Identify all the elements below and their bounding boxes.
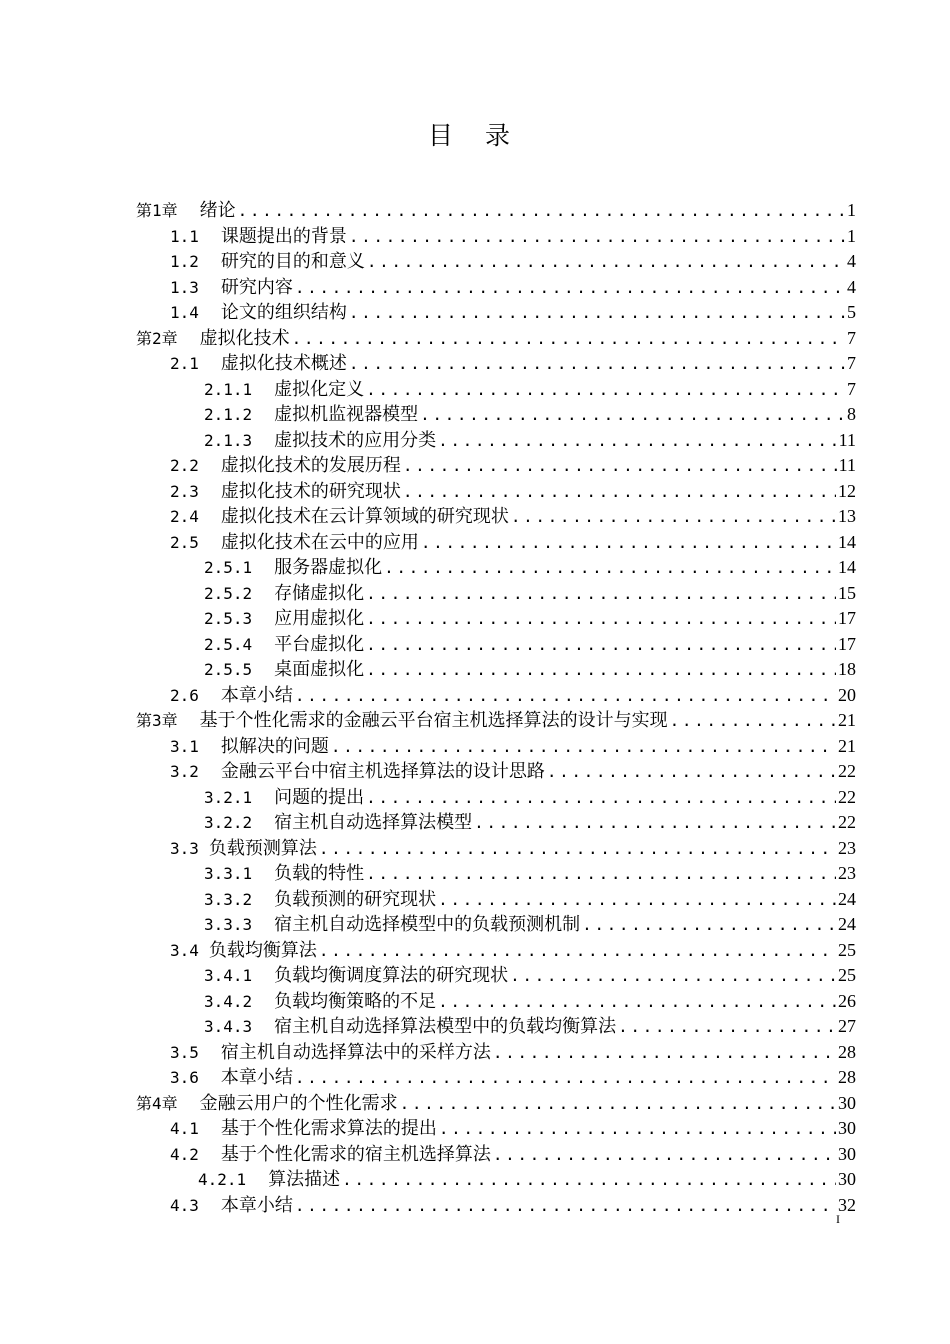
toc-entry-number: 2.5.2 — [204, 583, 253, 603]
toc-entry-title: 课题提出的背景 — [220, 225, 347, 247]
dot-leader — [295, 275, 845, 301]
toc-entry[interactable] — [136, 683, 856, 709]
toc-entry[interactable] — [136, 1065, 856, 1091]
dot-leader — [342, 1167, 836, 1193]
toc-entry-title: 应用虚拟化 — [274, 608, 365, 629]
toc-entry-page: 14 — [838, 531, 856, 552]
toc-entry-number: 1.1 — [170, 226, 199, 246]
toc-entry-number: 4.1 — [170, 1119, 199, 1138]
table-of-contents — [136, 198, 856, 1218]
toc-entry-title: 桌面虚拟化 — [274, 659, 365, 680]
toc-entry[interactable] — [136, 938, 856, 964]
toc-entry-page: 5 — [847, 302, 856, 322]
toc-entry-page: 4 — [847, 251, 856, 271]
toc-entry-number: 4.2.1 — [198, 1170, 247, 1189]
dot-leader — [618, 1014, 836, 1040]
dot-leader — [366, 785, 836, 811]
toc-entry-title: 平台虚拟化 — [274, 633, 365, 655]
toc-entry-number: 第3章 — [136, 711, 178, 730]
toc-entry-title: 负载均衡算法 — [208, 939, 317, 961]
toc-entry[interactable] — [136, 1116, 856, 1142]
toc-entry-page: 1 — [847, 225, 856, 246]
toc-entry[interactable] — [136, 453, 856, 479]
toc-entry-number: 2.1 — [170, 354, 199, 373]
toc-entry-title: 虚拟化技术在云计算领域的研究现状 — [220, 506, 509, 527]
toc-entry-title: 负载均衡策略的不足 — [274, 990, 437, 1012]
toc-entry-title: 基于个性化需求的宿主机选择算法 — [220, 1143, 491, 1165]
toc-entry-page: 30 — [838, 1118, 856, 1138]
page-title: 目 录 — [428, 121, 522, 150]
dot-leader — [493, 1040, 836, 1066]
dot-leader — [238, 198, 845, 224]
toc-entry[interactable] — [136, 810, 856, 836]
toc-entry-title: 虚拟化定义 — [274, 378, 365, 400]
toc-entry-title: 基于个性化需求的金融云平台宿主机选择算法的设计与实现 — [199, 710, 668, 731]
toc-entry[interactable] — [136, 1091, 856, 1117]
toc-entry[interactable] — [136, 657, 856, 683]
toc-entry[interactable] — [136, 224, 856, 250]
dot-leader — [510, 963, 836, 989]
toc-entry-number: 3.2.1 — [204, 787, 253, 807]
toc-entry-title: 虚拟化技术 — [199, 327, 290, 349]
toc-entry-title: 基于个性化需求算法的提出 — [220, 1118, 437, 1139]
toc-entry-number: 2.5 — [170, 532, 199, 552]
toc-entry-number: 4.3 — [170, 1195, 199, 1215]
toc-entry-page: 12 — [838, 480, 856, 501]
toc-entry-title: 宿主机自动选择算法模型 — [274, 812, 473, 833]
toc-entry[interactable] — [136, 581, 856, 607]
toc-entry-title: 负载的特性 — [274, 863, 365, 884]
toc-entry-number: 第2章 — [136, 328, 178, 348]
toc-entry-page: 7 — [847, 378, 856, 399]
dot-leader — [366, 581, 836, 607]
toc-entry-title: 拟解决的问题 — [220, 735, 329, 757]
dot-leader — [403, 453, 837, 479]
toc-entry-title: 虚拟机监视器模型 — [274, 404, 419, 425]
toc-entry-page: 24 — [838, 888, 856, 909]
toc-entry-page: 30 — [838, 1143, 856, 1164]
toc-entry-number: 3.2.2 — [204, 813, 253, 832]
toc-entry[interactable] — [136, 300, 856, 326]
dot-leader — [366, 657, 836, 683]
dot-leader — [331, 734, 836, 760]
toc-entry[interactable] — [136, 377, 856, 403]
toc-entry-number: 1.3 — [170, 277, 199, 297]
dot-leader — [295, 683, 836, 709]
toc-entry[interactable] — [136, 198, 856, 224]
dot-leader — [349, 224, 845, 250]
dot-leader — [400, 1091, 836, 1117]
dot-leader — [384, 555, 836, 581]
toc-entry-page: 18 — [838, 659, 856, 679]
toc-entry-title: 虚拟化技术概述 — [220, 353, 347, 374]
toc-entry-page: 8 — [847, 404, 856, 424]
toc-entry-page: 28 — [838, 1041, 856, 1062]
toc-entry-title: 存储虚拟化 — [274, 582, 365, 604]
toc-entry-number: 3.4 — [170, 940, 199, 960]
toc-entry-number: 3.5 — [170, 1042, 199, 1062]
toc-entry-title: 算法描述 — [268, 1169, 341, 1190]
toc-entry-number: 3.3.2 — [204, 889, 253, 909]
toc-entry-number: 3.4.3 — [204, 1017, 253, 1036]
dot-leader — [292, 326, 845, 352]
toc-entry-title: 虚拟技术的应用分类 — [274, 429, 437, 451]
toc-entry-number: 2.3 — [170, 481, 199, 501]
toc-entry-title: 绪论 — [199, 200, 236, 221]
toc-entry-title: 宿主机自动选择算法模型中的负载均衡算法 — [274, 1016, 617, 1037]
toc-entry-page: 28 — [838, 1067, 856, 1087]
toc-entry-number: 1.4 — [170, 303, 199, 322]
dot-leader — [670, 708, 836, 734]
toc-entry[interactable] — [136, 1193, 856, 1219]
toc-entry[interactable] — [136, 351, 856, 377]
toc-entry-number: 2.6 — [170, 685, 199, 705]
toc-entry[interactable] — [136, 504, 856, 530]
dot-leader — [319, 836, 836, 862]
toc-entry[interactable] — [136, 479, 856, 505]
toc-entry-page: 1 — [847, 200, 856, 220]
toc-entry-page: 11 — [838, 429, 856, 450]
toc-entry-page: 11 — [838, 455, 856, 475]
toc-entry-page: 20 — [838, 684, 856, 705]
toc-entry-page: 21 — [838, 735, 856, 756]
toc-entry-number: 3.1 — [170, 736, 199, 756]
toc-entry[interactable] — [136, 402, 856, 428]
toc-entry[interactable] — [136, 428, 856, 454]
toc-entry-page: 22 — [838, 786, 856, 807]
toc-entry-number: 2.4 — [170, 507, 199, 526]
toc-entry-page: 22 — [838, 761, 856, 781]
toc-entry-title: 服务器虚拟化 — [274, 557, 383, 578]
toc-entry-number: 2.1.3 — [204, 430, 253, 450]
dot-leader — [582, 912, 836, 938]
dot-leader — [366, 861, 836, 887]
toc-entry-title: 虚拟化技术的研究现状 — [220, 480, 401, 502]
toc-entry-number: 2.1.1 — [204, 379, 253, 399]
dot-leader — [366, 606, 836, 632]
toc-entry[interactable] — [136, 530, 856, 556]
toc-entry-title: 负载预测算法 — [208, 837, 317, 859]
toc-entry[interactable] — [136, 632, 856, 658]
dot-leader — [493, 1142, 836, 1168]
toc-entry-page: 4 — [847, 276, 856, 297]
toc-entry-title: 负载预测的研究现状 — [274, 888, 437, 910]
dot-leader — [366, 377, 845, 403]
toc-entry-page: 25 — [838, 939, 856, 960]
toc-entry-title: 宿主机自动选择模型中的负载预测机制 — [274, 914, 581, 935]
toc-entry-page: 25 — [838, 965, 856, 985]
toc-entry[interactable] — [136, 708, 856, 734]
toc-entry[interactable] — [136, 1014, 856, 1040]
toc-entry[interactable] — [136, 836, 856, 862]
toc-entry-title: 金融云用户的个性化需求 — [199, 1092, 398, 1114]
toc-entry-number: 2.5.1 — [204, 558, 253, 577]
toc-entry-number: 3.3.3 — [204, 915, 253, 934]
toc-entry[interactable] — [136, 861, 856, 887]
toc-entry-page: 7 — [847, 353, 856, 373]
toc-entry-page: 30 — [838, 1169, 856, 1189]
toc-entry-number: 3.4.1 — [204, 966, 253, 985]
toc-entry[interactable] — [136, 734, 856, 760]
toc-entry[interactable] — [136, 1040, 856, 1066]
dot-leader — [349, 351, 845, 377]
toc-entry-title: 本章小结 — [220, 684, 293, 706]
toc-entry-number: 2.5.5 — [204, 660, 253, 679]
dot-leader — [349, 300, 845, 326]
dot-leader — [547, 759, 836, 785]
dot-leader — [511, 504, 836, 530]
toc-entry-number: 3.3 — [170, 838, 199, 858]
toc-entry-page: 23 — [838, 837, 856, 858]
toc-entry-page: 14 — [838, 557, 856, 577]
toc-entry[interactable] — [136, 1142, 856, 1168]
toc-entry-number: 3.2 — [170, 762, 199, 781]
toc-entry-page: 13 — [838, 506, 856, 526]
dot-leader — [439, 1116, 836, 1142]
dot-leader — [420, 402, 845, 428]
toc-entry[interactable] — [136, 275, 856, 301]
dot-leader — [367, 249, 845, 275]
dot-leader — [319, 938, 836, 964]
toc-entry[interactable] — [136, 785, 856, 811]
dot-leader — [438, 887, 836, 913]
toc-entry-page: 7 — [847, 327, 856, 348]
toc-entry[interactable] — [136, 989, 856, 1015]
dot-leader — [366, 632, 836, 658]
toc-entry-page: 21 — [838, 710, 856, 730]
toc-entry-title: 论文的组织结构 — [220, 302, 347, 323]
dot-leader — [438, 989, 836, 1015]
toc-entry[interactable] — [136, 887, 856, 913]
dot-leader — [438, 428, 836, 454]
dot-leader — [474, 810, 836, 836]
toc-entry[interactable] — [136, 555, 856, 581]
toc-entry-title: 宿主机自动选择算法中的采样方法 — [220, 1041, 491, 1063]
toc-entry-number: 第4章 — [136, 1093, 178, 1113]
toc-entry-number: 3.3.1 — [204, 864, 253, 883]
toc-entry-page: 17 — [838, 633, 856, 654]
dot-leader — [295, 1193, 836, 1219]
toc-entry-number: 第1章 — [136, 201, 178, 220]
toc-entry-title: 虚拟化技术在云中的应用 — [220, 531, 419, 553]
toc-entry[interactable] — [136, 912, 856, 938]
toc-entry[interactable] — [136, 249, 856, 275]
toc-entry-title: 研究的目的和意义 — [220, 251, 365, 272]
toc-entry-title: 金融云平台中宿主机选择算法的设计思路 — [220, 761, 545, 782]
toc-entry-page: 24 — [838, 914, 856, 934]
toc-entry-page: 30 — [838, 1092, 856, 1113]
dot-leader — [403, 479, 836, 505]
toc-entry-number: 2.1.2 — [204, 405, 253, 424]
toc-entry-page: 27 — [838, 1016, 856, 1036]
toc-entry-number: 2.5.4 — [204, 634, 253, 654]
toc-entry-page: 15 — [838, 582, 856, 603]
toc-entry[interactable] — [136, 1167, 856, 1193]
toc-entry[interactable] — [136, 963, 856, 989]
dot-leader — [295, 1065, 836, 1091]
toc-entry-page: 32 — [838, 1194, 856, 1215]
toc-entry-title: 研究内容 — [220, 276, 293, 298]
toc-entry-page: 17 — [838, 608, 856, 628]
dot-leader — [421, 530, 836, 556]
toc-entry-number: 2.2 — [170, 456, 199, 475]
toc-entry-title: 虚拟化技术的发展历程 — [220, 455, 401, 476]
toc-entry-title: 本章小结 — [220, 1067, 293, 1088]
toc-entry-title: 本章小结 — [220, 1194, 293, 1216]
toc-entry-number: 1.2 — [170, 252, 199, 271]
toc-entry-number: 4.2 — [170, 1144, 199, 1164]
toc-entry-page: 26 — [838, 990, 856, 1011]
toc-entry-number: 3.4.2 — [204, 991, 253, 1011]
toc-entry-page: 23 — [838, 863, 856, 883]
toc-entry-page: 22 — [838, 812, 856, 832]
toc-entry[interactable] — [136, 326, 856, 352]
toc-entry-number: 2.5.3 — [204, 609, 253, 628]
toc-entry-title: 负载均衡调度算法的研究现状 — [274, 965, 509, 986]
toc-entry[interactable] — [136, 606, 856, 632]
toc-entry[interactable] — [136, 759, 856, 785]
toc-entry-number: 3.6 — [170, 1068, 199, 1087]
page-number-footer: I — [836, 1212, 840, 1226]
toc-entry-title: 问题的提出 — [274, 786, 365, 808]
